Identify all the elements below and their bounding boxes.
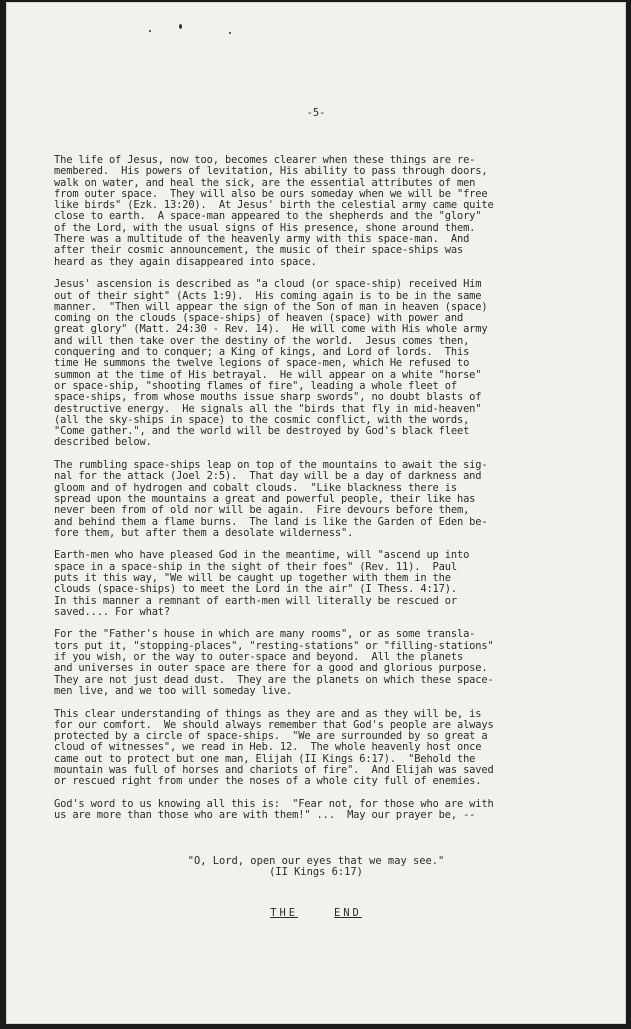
ink-speck — [229, 32, 231, 34]
end-word-the: THE — [270, 907, 298, 919]
closing-quote: "O, Lord, open our eyes that we may see." — [187, 855, 445, 867]
ink-speck — [149, 30, 151, 32]
closing-quote-block — [6, 856, 626, 879]
paragraph-4: Earth-men who have pleased God in the meantime, will "ascend up into space in a space-ship in the sight of their foes" (Rev. 11). Paul puts it this way, "We will be caught up together with them in the clouds (space-ships) to meet the Lord in the air" (I Thess. 4:17). In this manner a remnant of earth-men will literally be rescued or saved.... For what? — [54, 549, 470, 618]
the-end-heading — [6, 907, 626, 919]
closing-reference: (II Kings 6:17) — [269, 866, 363, 879]
document-page — [6, 2, 626, 1024]
paragraph-3: The rumbling space-ships leap on top of the mountains to await the sig- nal for the attack (Joel 2:5). That day will be a day of darkness and gloom and of hydrogen and cobalt clouds. "Like blackness there is spread upon the mountains a great and powerful people, their like has never been from of old nor will be again. Fire devours before them, and behind them a flame burns. The land is like the Garden of Eden be- fore them, but after them a desolate wilderness". — [54, 459, 488, 539]
ink-speck — [179, 24, 182, 29]
end-word-end: END — [334, 907, 362, 919]
paragraph-1: The life of Jesus, now too, becomes clearer when these things are re- membered. His powers of levitation, His ability to pass through doors, walk on water, and heal the sick, are the essential attributes of men from outer space. They will also be ours someday when we will be "free like birds" (Ezk. 13:20). At Jesus' birth the celestial army came quite close to earth. A space-man appeared to the shepherds and the "glory" of the Lord, with the usual signs of His presence, shone around them. There was a multitude of the heavenly army with this space-man. And after their cosmic announcement, the music of their space-ships was heard as they again disappeared into space. — [54, 154, 494, 268]
body-text — [54, 155, 594, 833]
paragraph-2: Jesus' ascension is described as "a cloud (or space-ship) received Him out of their sight" (Acts 1:9). His coming again is to be in the same manner. "Then will appear the sign of the Son of man in heaven (space) coming on the clouds (space-ships) of heaven (space) with power and great glory" (Matt. 24:30 - Rev. 14). He will come with His whole army and will then take over the destiny of the world. Jesus comes then, conquering and to conquer; a King of kings, and Lord of lords. This time He summons the twelve legions of space-men, which He refused to summon at the time of His betrayal. He will appear on a white "horse" or space-ship, "shooting flames of fire", leading a whole fleet of space-ships, from whose mouths issue sharp swords", no doubt blasts of destructive energy. He signals all the "birds that fly in mid-heaven" (all the sky-ships in space) to the cosmic conflict, with the words, "Come gather.", and the world will be destroyed by God's black fleet described below. — [54, 278, 488, 449]
paragraph-6: This clear understanding of things as they are and as they will be, is for our comfort. We should always remember that God's people are always protected by a circle of space-ships. "We are surrounded by so great a cloud of witnesses", we read in Heb. 12. The whole heavenly host once came out to protect but one man, Elijah (II Kings 6:17). "Behold the mountain was full of horses and chariots of fire". And Elijah was saved or rescued right from under the noses of a whole city full of enemies. — [54, 707, 494, 788]
paragraph-5: For the "Father's house in which are many rooms", or as some transla- tors put it, "stopping-places", "resting-stations" or "filling-stations" if you wish, or the way to outer-space and beyond. All the planets and universes in outer space are there for a good and glorious purpose. They are not just dead dust. They are the planets on which these space- men live, and we too will someday live. — [54, 628, 494, 697]
page-number: -5- — [306, 107, 326, 119]
paragraph-7: God's word to us knowing all this is: "Fear not, for those who are with us are more than those who are with them!" ... May our prayer be, -- — [54, 797, 494, 822]
